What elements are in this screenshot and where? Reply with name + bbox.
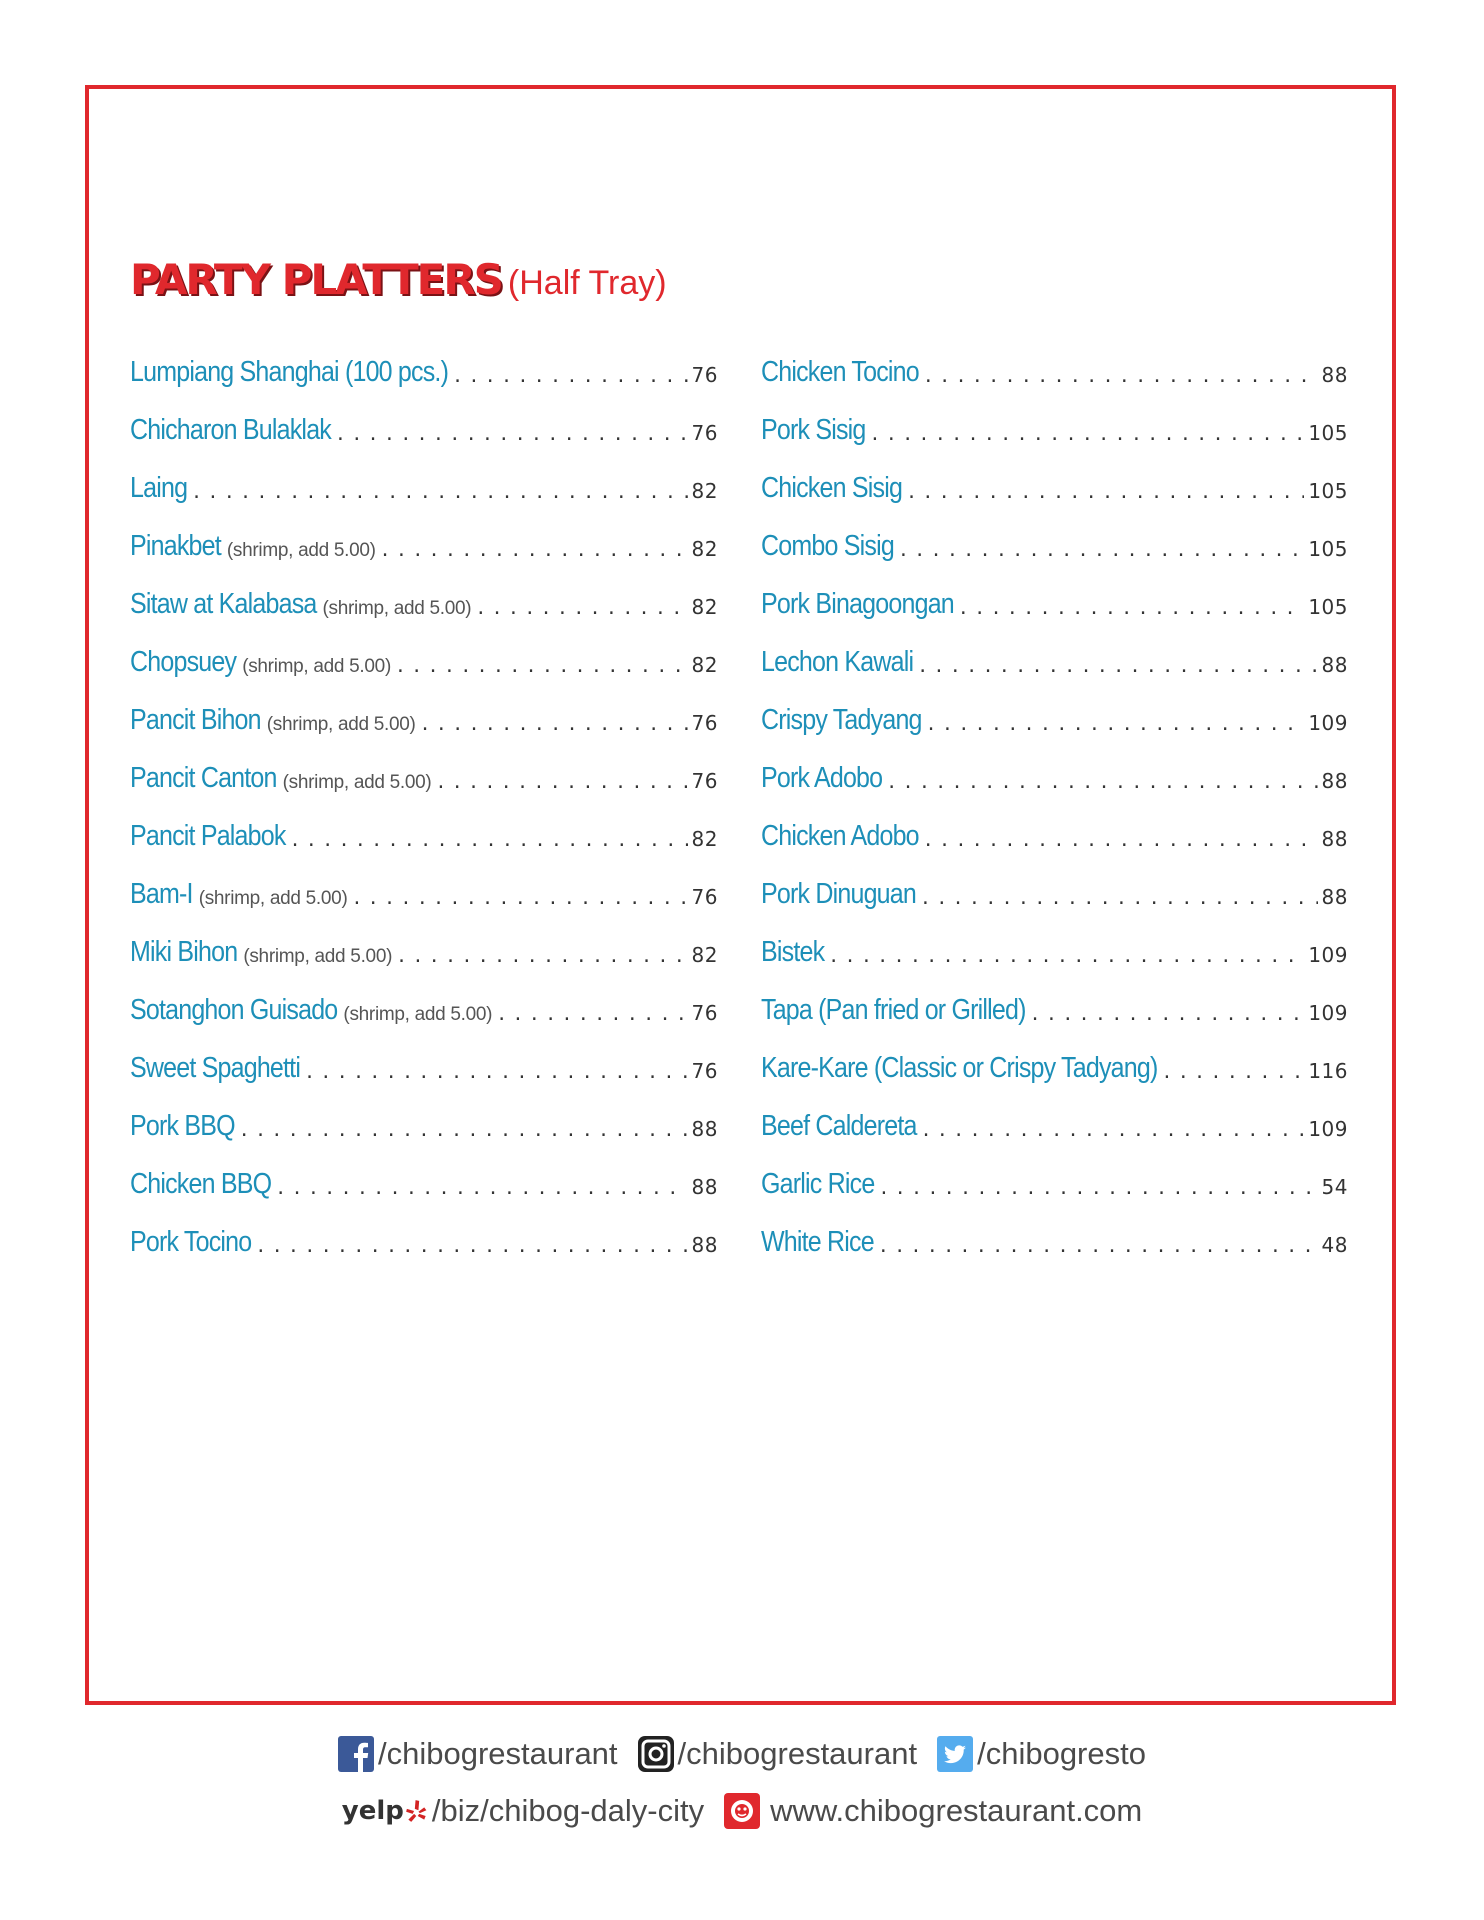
dot-leader	[395, 656, 688, 677]
dot-leader	[923, 366, 1318, 387]
dot-leader	[290, 830, 688, 851]
dot-leader	[898, 540, 1304, 561]
menu-item	[761, 413, 1348, 476]
menu-item	[130, 993, 718, 1056]
item-name: Pinakbet	[130, 529, 221, 562]
dot-leader	[380, 540, 688, 561]
menu-item	[130, 1225, 718, 1288]
item-price: 116	[1308, 1059, 1348, 1083]
item-price: 88	[1321, 885, 1348, 909]
item-name: Pork Tocino	[130, 1225, 252, 1258]
dot-leader	[917, 656, 1317, 677]
item-note: (shrimp, add 5.00)	[226, 540, 376, 561]
menu-item	[130, 355, 718, 418]
item-note: (shrimp, add 5.00)	[266, 714, 416, 735]
item-price: 82	[691, 653, 718, 677]
item-price: 88	[691, 1117, 718, 1141]
item-note: (shrimp, add 5.00)	[343, 1004, 493, 1025]
facebook-icon	[338, 1736, 374, 1772]
item-price: 82	[691, 827, 718, 851]
dot-leader	[475, 598, 687, 619]
dot-leader	[335, 424, 688, 445]
item-name: Pancit Palabok	[130, 819, 286, 852]
item-price: 109	[1308, 711, 1348, 735]
menu-item	[130, 877, 718, 940]
menu-item	[761, 471, 1348, 534]
item-name: Miki Bihon	[130, 935, 238, 968]
social-links-row-1	[0, 1736, 1484, 1772]
item-price: 76	[691, 711, 718, 735]
item-price: 109	[1308, 1117, 1348, 1141]
menu-item	[130, 703, 718, 766]
dot-leader	[420, 714, 688, 735]
social-links-row-2	[0, 1793, 1484, 1829]
dot-leader	[435, 772, 687, 793]
item-price: 105	[1308, 595, 1348, 619]
menu-item	[761, 1109, 1348, 1172]
item-price: 105	[1308, 421, 1348, 445]
item-name: Pork Adobo	[761, 761, 883, 794]
twitter-handle: /chibogresto	[977, 1736, 1146, 1771]
dot-leader	[1030, 1004, 1305, 1025]
item-price: 88	[691, 1233, 718, 1257]
item-price: 82	[691, 943, 718, 967]
item-name: Sitaw at Kalabasa	[130, 587, 317, 620]
dot-leader	[351, 888, 687, 909]
item-price: 82	[691, 595, 718, 619]
item-note: (shrimp, add 5.00)	[198, 888, 348, 909]
menu-item	[761, 355, 1348, 418]
menu-item	[130, 819, 718, 882]
item-name: Beef Caldereta	[761, 1109, 917, 1142]
item-price: 48	[1321, 1233, 1348, 1257]
instagram-handle: /chibogrestaurant	[677, 1736, 918, 1771]
dot-leader	[878, 1236, 1318, 1257]
twitter-link[interactable]	[937, 1736, 1146, 1772]
item-name: Kare-Kare (Classic or Crispy Tadyang)	[761, 1051, 1158, 1084]
menu-item	[761, 703, 1348, 766]
menu-item	[761, 993, 1348, 1056]
item-price: 76	[691, 769, 718, 793]
menu-item	[761, 935, 1348, 998]
dot-leader	[906, 482, 1304, 503]
facebook-link[interactable]	[338, 1736, 618, 1772]
menu-item	[130, 645, 718, 708]
item-name: Lechon Kawali	[761, 645, 914, 678]
dot-leader	[920, 888, 1318, 909]
item-price: 105	[1308, 479, 1348, 503]
item-name: Chicken BBQ	[130, 1167, 272, 1200]
item-price: 76	[691, 1001, 718, 1025]
item-price: 88	[1321, 769, 1348, 793]
dot-leader	[275, 1178, 687, 1199]
item-price: 76	[691, 885, 718, 909]
item-price: 76	[691, 363, 718, 387]
menu-item	[130, 587, 718, 650]
section-heading	[130, 255, 667, 304]
item-note: (shrimp, add 5.00)	[322, 598, 472, 619]
item-price: 105	[1308, 537, 1348, 561]
dot-leader	[870, 424, 1305, 445]
menu-item	[130, 935, 718, 998]
dot-leader	[396, 946, 687, 967]
item-name: Chicharon Bulaklak	[130, 413, 331, 446]
item-name: Garlic Rice	[761, 1167, 875, 1200]
dot-leader	[496, 1004, 687, 1025]
menu-item	[130, 529, 718, 592]
dot-leader	[304, 1062, 687, 1083]
item-name: Combo Sisig	[761, 529, 894, 562]
menu-item	[761, 645, 1348, 708]
item-name: Lumpiang Shanghai (100 pcs.)	[130, 355, 449, 388]
item-price: 88	[1321, 653, 1348, 677]
instagram-link[interactable]	[638, 1736, 918, 1772]
item-name: Crispy Tadyang	[761, 703, 922, 736]
menu-item	[130, 471, 718, 534]
item-price: 109	[1308, 943, 1348, 967]
menu-item	[761, 1225, 1348, 1288]
dot-leader	[191, 482, 687, 503]
item-name: Pork Sisig	[761, 413, 866, 446]
item-price: 82	[691, 479, 718, 503]
item-price: 88	[691, 1175, 718, 1199]
item-name: Chopsuey	[130, 645, 237, 678]
dot-leader	[926, 714, 1305, 735]
item-price: 54	[1321, 1175, 1348, 1199]
item-price: 88	[1321, 363, 1348, 387]
twitter-icon	[937, 1736, 973, 1772]
item-name: Tapa (Pan fried or Grilled)	[761, 993, 1026, 1026]
item-price: 109	[1308, 1001, 1348, 1025]
instagram-icon	[638, 1736, 674, 1772]
item-price: 88	[1321, 827, 1348, 851]
item-name: Pork Binagoongan	[761, 587, 954, 620]
dot-leader	[255, 1236, 687, 1257]
menu-item	[130, 413, 718, 476]
dot-leader	[921, 1120, 1305, 1141]
item-name: White Rice	[761, 1225, 874, 1258]
heading-subtitle: (Half Tray)	[507, 264, 667, 302]
item-name: Pork BBQ	[130, 1109, 235, 1142]
menu-item	[761, 587, 1348, 650]
dot-leader	[958, 598, 1304, 619]
item-price: 76	[691, 421, 718, 445]
item-name: Chicken Adobo	[761, 819, 919, 852]
website-url: www.chibogrestaurant.com	[770, 1793, 1143, 1828]
facebook-handle: /chibogrestaurant	[378, 1736, 618, 1771]
item-name: Sotanghon Guisado	[130, 993, 338, 1026]
menu-item	[130, 1051, 718, 1114]
item-note: (shrimp, add 5.00)	[242, 656, 391, 677]
heading-title: PARTY PLATTERS	[130, 255, 502, 304]
dot-leader	[878, 1178, 1317, 1199]
item-name: Chicken Sisig	[761, 471, 903, 504]
item-name: Sweet Spaghetti	[130, 1051, 301, 1084]
item-name: Pancit Bihon	[130, 703, 261, 736]
menu-item	[761, 819, 1348, 882]
menu-item	[130, 1167, 718, 1230]
menu-item	[130, 1109, 718, 1172]
website-link[interactable]	[724, 1793, 1142, 1829]
menu-column-left	[130, 355, 718, 1288]
item-name: Bistek	[761, 935, 825, 968]
item-name: Bam-I	[130, 877, 193, 910]
item-name: Pancit Canton	[130, 761, 277, 794]
dot-leader	[828, 946, 1304, 967]
item-note: (shrimp, add 5.00)	[243, 946, 393, 967]
dot-leader	[1161, 1062, 1304, 1083]
dot-leader	[886, 772, 1317, 793]
menu-item	[130, 761, 718, 824]
item-name: Chicken Tocino	[761, 355, 919, 388]
menu-item	[761, 1167, 1348, 1230]
yelp-burst-icon	[404, 1795, 430, 1827]
item-price: 76	[691, 1059, 718, 1083]
dot-leader	[239, 1120, 688, 1141]
item-name: Pork Dinuguan	[761, 877, 916, 910]
item-name: Laing	[130, 471, 188, 504]
menu-item	[761, 877, 1348, 940]
menu-item	[761, 1051, 1348, 1114]
dot-leader	[452, 366, 687, 387]
menu-column-right	[761, 355, 1348, 1288]
yelp-link[interactable]	[342, 1793, 704, 1829]
menu-item	[761, 529, 1348, 592]
dot-leader	[923, 830, 1318, 851]
item-price: 82	[691, 537, 718, 561]
item-note: (shrimp, add 5.00)	[282, 772, 432, 793]
menu-item	[761, 761, 1348, 824]
yelp-handle: /biz/chibog-daly-city	[431, 1793, 705, 1828]
chibog-logo-icon	[724, 1793, 760, 1829]
yelp-wordmark: yelp	[341, 1796, 404, 1826]
